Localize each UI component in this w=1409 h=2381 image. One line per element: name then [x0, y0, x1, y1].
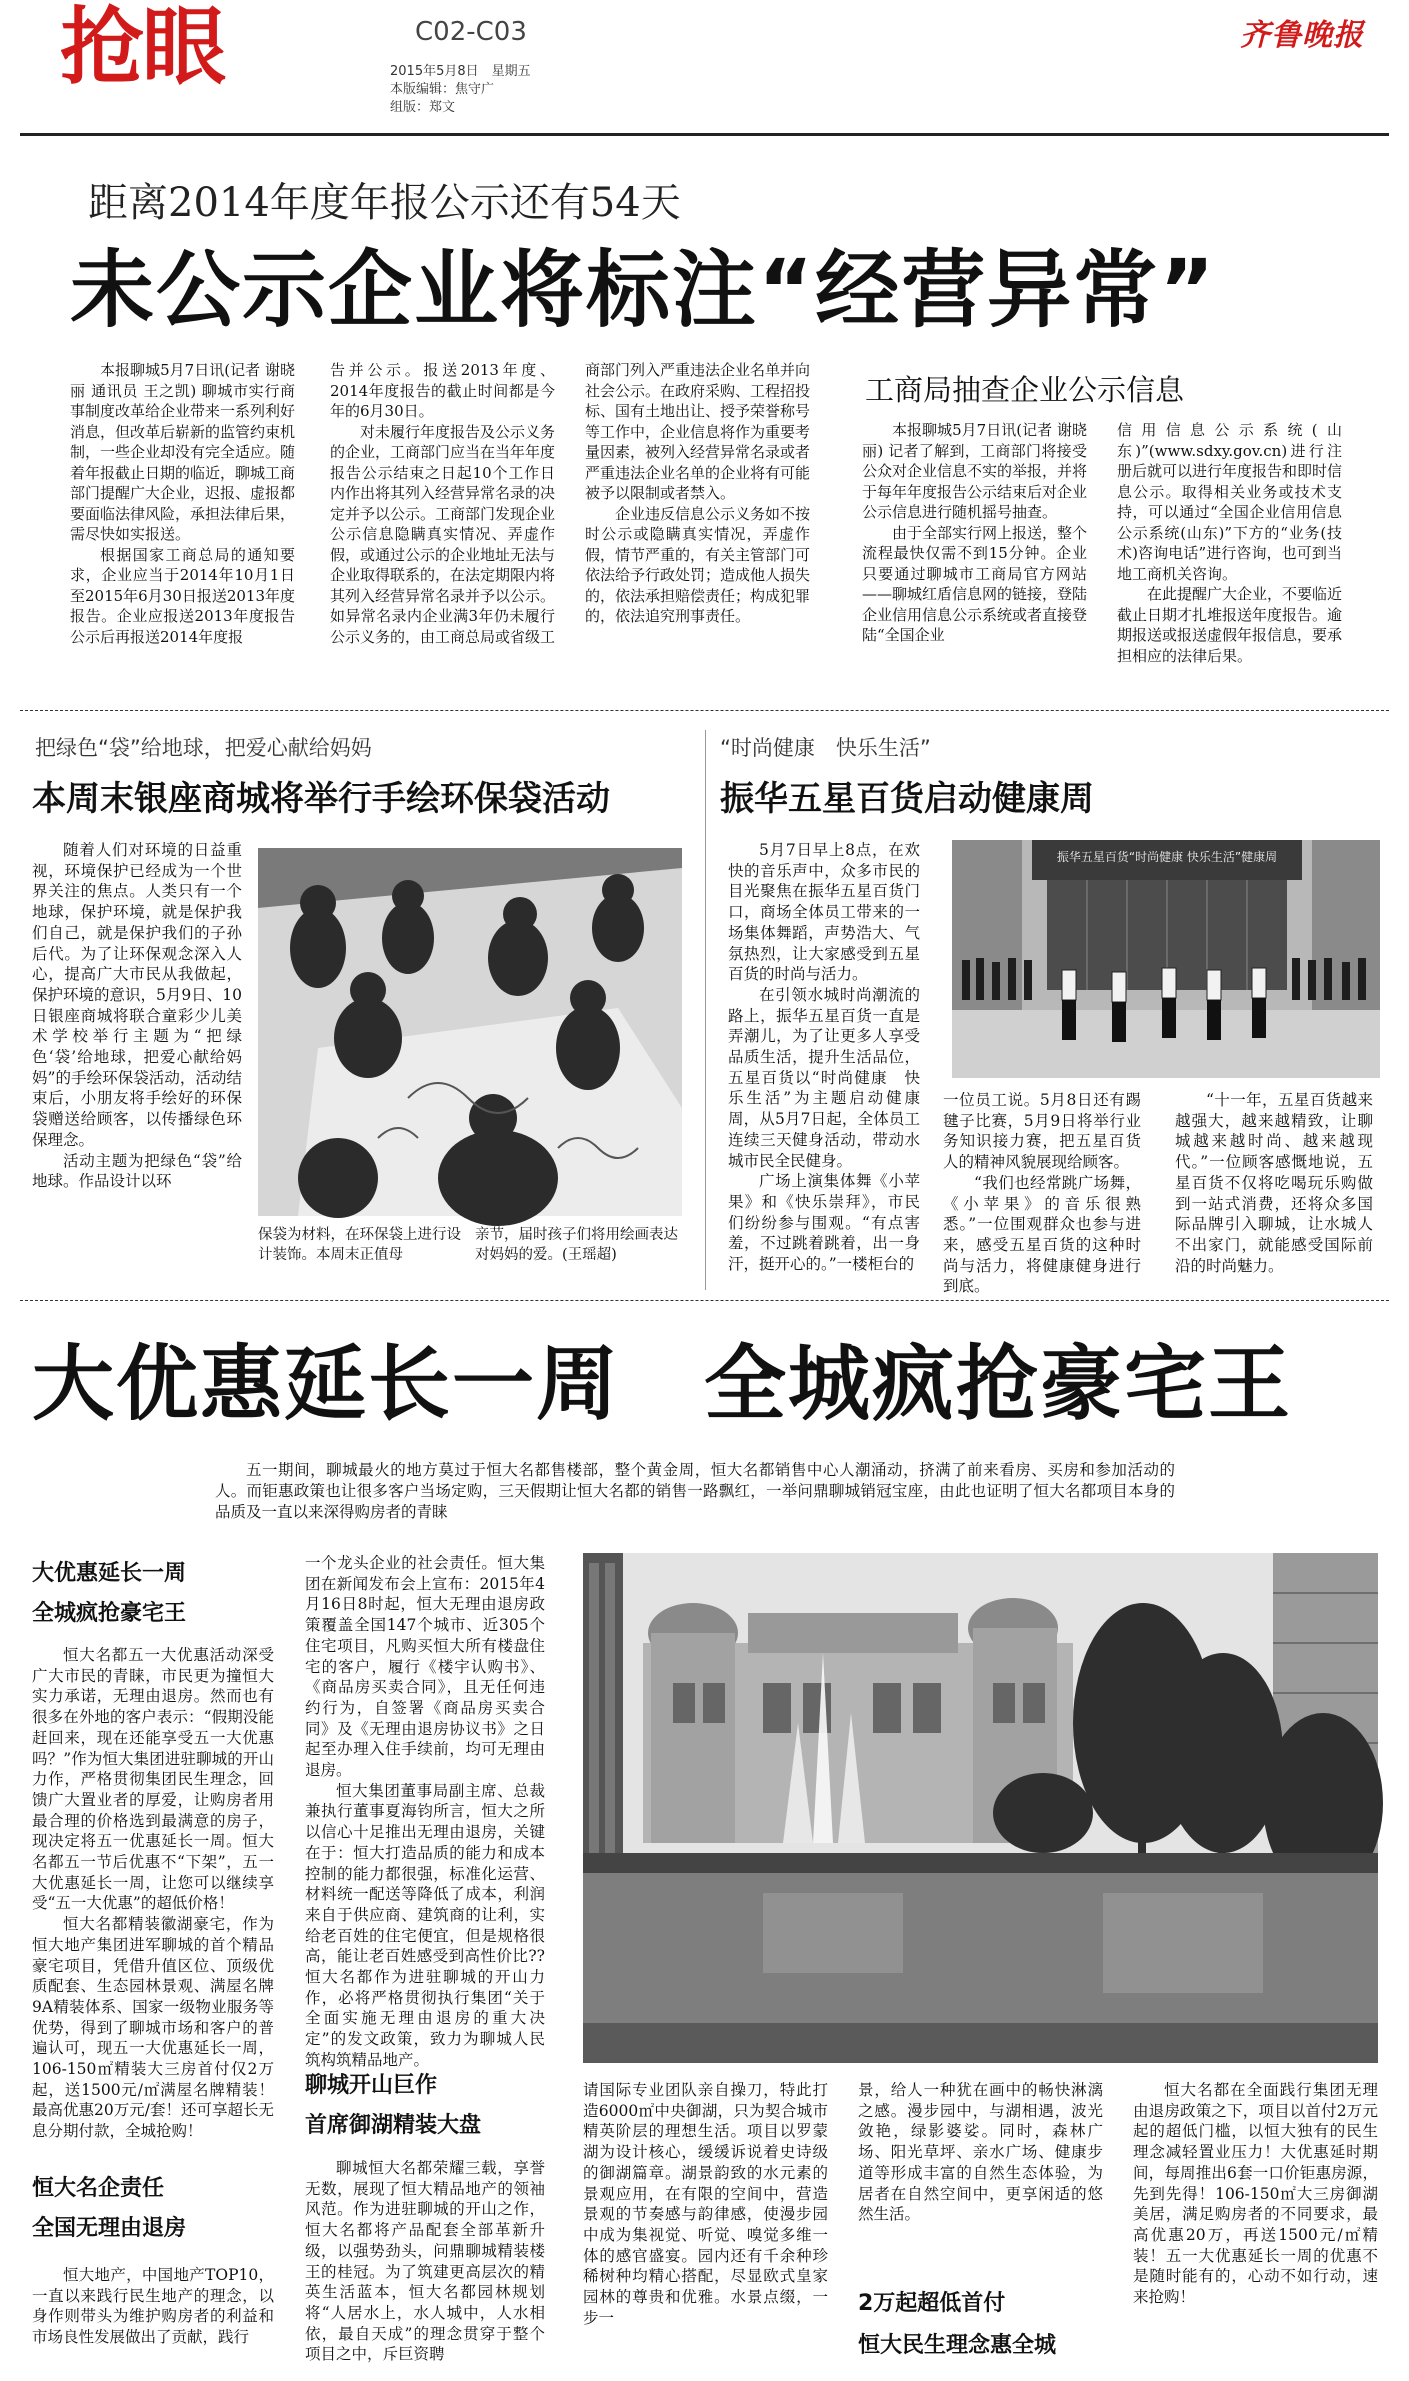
- paragraph: 恒大集团董事局副主席、总裁兼执行董事夏海钧所言，恒大之所以信心十足推出无理由退房，关键在于：恒大打造品质的能力和成本控制的能力都很强，标准化运营、材料统一配送等降低了成本，利润来自于供应商、建筑商的让利，实给老百姓的住宅便宜，但是规格很高，能让老百姓感受到高性价比?? 恒大名都作为进驻聊城的开山力作，必将严格贯彻执行集团“关于全面实施无理由退房的重大决定”的发文政策，致力为聊城人民筑构筑精品地产。: [305, 1781, 545, 2069]
- sidebar-col1: [862, 420, 1087, 685]
- story2-col1: [32, 840, 242, 1285]
- paragraph: 本报聊城5月7日讯(记者 谢晓丽) 记者了解到，工商部门将接受公众对企业信息不实的举报，并将于每年年度报告公示结束后对企业公示信息进行随机摇号抽查。: [862, 421, 1088, 521]
- section-divider: [20, 1300, 1389, 1301]
- story1-col2: [330, 360, 555, 685]
- paragraph: 恒大名都五一大优惠活动深受广大市民的青睐，市民更为撞恒大实力承诺，无理由退房。然而也有很多在外地的客户表示：“假期没能赶回来，现在还能享受五一大优惠吗？”作为恒大集团进驻聊城的开山力作，严格贯彻集团民生理念，回馈广大置业者的厚爱，让购房者用最合理的价格选到最满意的房子，现决定将五一优惠延长一周。恒大名都五一节后优惠不“下架”，五一大优惠延长一周，让您可以继续享受“五一大优惠”的超低价格！: [32, 1646, 274, 1913]
- story4-lead: [215, 1460, 1175, 1530]
- story3-col2: [943, 1090, 1141, 1296]
- paragraph: 对未履行年度报告及公示义务的企业，工商部门应当在当年年度报告公示结束之日起10个工作日内作出将其列入经营异常名录的决定并予以公示。工商部门发现企业公示信息隐瞒真实情况、弄虚作假，或通过公示的企业地址无法与企业取得联系的，在法定期限内将其列入经营异常名录并予以公示。如异常名录内企业满3年仍未履行公示义务的，由工商总局或省级工: [330, 422, 556, 646]
- masthead-editor: 本版编辑：焦守广: [390, 82, 495, 97]
- paragraph: “我们也经常跳广场舞，《小苹果》的音乐很熟悉。”一位围观群众也参与进来，感受五星百货的这种时尚与活力，将健康健身进行到底。: [943, 1173, 1141, 1296]
- photo-store-sign: 振华五星百货“时尚健康 快乐生活”健康周: [1056, 850, 1278, 864]
- photo-store-dance: [952, 840, 1380, 1078]
- masthead-rule: [20, 133, 1389, 136]
- story4-sub4a: 2万起超低首付: [858, 2291, 1006, 2316]
- vertical-divider: [705, 730, 706, 1290]
- story1-headline: 未公示企业将标注“经营异常”: [70, 241, 1217, 339]
- story4-col1b: [32, 2265, 274, 2370]
- paragraph: 5月7日早上8点，在欢快的音乐声中，众多市民的目光聚焦在振华五星百货门口，商场全体员工带来的一场集体舞蹈，声势浩大、气氛热烈，让大家感受到五星百货的时尚与活力。: [728, 841, 920, 984]
- paragraph: 由于全部实行网上报送，整个流程最快仅需不到15分钟。企业只要通过聊城市工商局官方网站——聊城红盾信息网的链接，登陆企业信用信息公示系统或者直接登陆“全国企业: [862, 523, 1088, 644]
- paragraph: 信用信息公示系统(山东)”(www.sdxy.gov.cn)进行注册后就可以进行年度报告和即时信息公示。取得相关业务或技术支持，可以通过“全国企业信用信息公示系统(山东)”下方的“业务(技术)咨询电话”进行咨询，也可到当地工商机关咨询。: [1117, 421, 1343, 583]
- story1-col1: [70, 360, 295, 685]
- story4-col2b: [305, 2158, 545, 2370]
- story4-headline: 大优惠延长一周 全城疯抢豪宅王: [32, 1337, 1293, 1432]
- paragraph: 景，给人一种犹在画中的畅快淋漓之感。漫步园中，与湖相遇，波光敛艳，绿影婆娑。同时，森林广场、阳光草坪、亲水广场、健康步道等形成丰富的自然生态体验，为居者在自然空间中，更享闲适的悠然生活。: [858, 2081, 1103, 2224]
- paragraph: 活动主题为把绿色“袋”给地球。作品设计以环: [32, 1151, 242, 1191]
- paragraph: 请国际专业团队亲自操刀，特此打造6000㎡中央御湖，只为契合城市精英阶层的理想生活。项目以罗蒙湖为设计核心，缓缓诉说着史诗级的御湖篇章。湖景韵致的水元素的景观应用，在有限的空间中，营造景观的节奏感与韵律感，使漫步园中成为集视觉、听觉、嗅觉多维一体的感官盛宴。园内还有千余种珍稀树种均精心搭配，尽显欧式皇家园林的尊贵和优雅。水景点缀，一步一: [583, 2081, 828, 2327]
- story4-sub3b: 首席御湖精装大盘: [305, 2113, 482, 2138]
- paragraph: 一位员工说。5月8日还有踢毽子比赛，5月9日将举行业务知识接力赛，把五星百货人的精神风貌展现给顾客。: [943, 1091, 1141, 1172]
- paragraph: 恒大地产，中国地产TOP10，一直以来践行民生地产的理念，以身作则带头为维护购房者的利益和市场良性发展做出了贡献，践行: [32, 2266, 274, 2347]
- paragraph: 广场上演集体舞《小苹果》和《快乐崇拜》，市民们纷纷参与围观。“有点害羞，不过跳着跳着，出一身汗，挺开心的。”一楼柜台的: [728, 1172, 920, 1274]
- story1-kicker: 距离2014年度年报公示还有54天: [88, 180, 681, 226]
- story4-sub2b: 全国无理由退房: [32, 2216, 187, 2241]
- newspaper-logo: 齐鲁晚报: [1240, 18, 1364, 53]
- story4-col3: [583, 2080, 828, 2370]
- section-divider: [20, 710, 1389, 711]
- story2-headline: 本周末银座商城将举行手绘环保袋活动: [32, 779, 610, 819]
- story4-col4: [858, 2080, 1103, 2280]
- sidebar-col2: [1117, 420, 1342, 685]
- story3-kicker: “时尚健康 快乐生活”: [720, 736, 931, 760]
- paragraph: 企业违反信息公示义务如不按时公示或隐瞒真实情况，弄虚作假，情节严重的，有关主管部门可依法给予行政处罚；造成他人损失的，依法承担赔偿责任；构成犯罪的，依法追究刑事责任。: [585, 504, 811, 625]
- paragraph: 恒大名都精装徽湖豪宅，作为恒大地产集团进军聊城的首个精品豪宅项目，凭借升值区位、顶级优质配套、生态园林景观、满屋名牌9A精装体系、国家一级物业服务等优势，得到了聊城市场和客户的普遍认可，现五一大优惠延长一周，106-150㎡精装大三房首付仅2万起，送1500元/㎡满屋名牌精装！最高优惠20万元/套！还可享超长无息分期付款，全城抢购！: [32, 1915, 274, 2141]
- paragraph: 本报聊城5月7日讯(记者 谢晓丽 通讯员 王之凯) 聊城市实行商事制度改革给企业带来一系列利好消息，但改革后崭新的监管约束机制，一些企业却没有完全适应。随着年报截止日期的临近，聊城工商部门提醒广大企业，迟报、虚报都要面临法律风险，承担法律后果，需尽快如实报送。: [70, 361, 296, 543]
- story4-sub3a: 聊城开山巨作: [305, 2073, 438, 2098]
- paragraph: 告并公示。报送2013年度、2014年度报告的截止时间都是今年的6月30日。: [330, 361, 555, 420]
- paragraph: 随着人们对环境的日益重视，环境保护已经成为一个世界关注的焦点。人类只有一个地球，保护环境，就是保护我们自己，就是保护我们的子孙后代。为了让环保观念深入人心，提高广大市民从我做起，保护环境的意识，5月9日、10日银座商城将联合童彩少儿美术学校举行主题为“把绿色‘袋’给地球，把爱心献给妈妈”的手绘环保袋活动，活动结束后，小朋友将手绘好的环保袋赠送给顾客，以传播绿色环保理念。: [32, 841, 242, 1149]
- paragraph: 根据国家工商总局的通知要求，企业应当于2014年10月1日至2015年6月30日报送2013年度报告。企业应报送2013年度报告公示后再报送2014年度报: [70, 545, 295, 646]
- masthead-pages: C02-C03: [415, 17, 527, 47]
- paragraph: “十一年，五星百货越来越强大，越来越精致，让聊城越来越时尚、越来越现代。”一位顾客感慨地说，五星百货不仅将吃喝玩乐购做到一站式消费，还将众多国际品牌引入聊城，让水城人不出家门，就能感受国际前沿的时尚魅力。: [1175, 1091, 1373, 1275]
- story3-headline: 振华五星百货启动健康周: [720, 779, 1094, 819]
- story4-sub1b: 全城疯抢豪宅王: [32, 1601, 187, 1626]
- story4-col5: [1133, 2080, 1378, 2370]
- photo-evergrande-garden: [583, 1553, 1378, 2063]
- story4-sub4b: 恒大民生理念惠全城: [858, 2333, 1057, 2358]
- paragraph: 在引领水城时尚潮流的路上，振华五星百货一直是弄潮儿，为了让更多人享受品质生活，提升生活品位，五星百货以“时尚健康 快乐生活”为主题启动健康周，从5月7日起，全体员工连续三天健身活动，带动水城市民全民健身。: [728, 985, 920, 1170]
- story4-sub1a: 大优惠延长一周: [32, 1561, 187, 1586]
- story3-col3: [1175, 1090, 1373, 1285]
- paragraph: 在此提醒广大企业，不要临近截止日期才扎堆报送年度报告。逾期报送或报送虚假年报信息，要承担相应的法律后果。: [1117, 585, 1343, 665]
- story3-col1: [728, 840, 920, 1285]
- masthead-brand: 抢眼: [60, 0, 225, 96]
- story1-col3: [585, 360, 810, 685]
- paragraph: 恒大名都在全面践行集团无理由退房政策之下，项目以首付2万元起的超低门槛，以恒大独有的民生理念减轻置业压力！大优惠延时期间，每周推出6套一口价钜惠房源，先到先得！106-150㎡大三房御湖美居，满足购房者的不同要求，最高优惠20万，再送1500元/㎡精装！五一大优惠延长一周的优惠不是随时能有的，心动不如行动，速来抢购！: [1133, 2081, 1378, 2307]
- sidebar-title: 工商局抽查企业公示信息: [865, 373, 1185, 407]
- paragraph: 一个龙头企业的社会责任。恒大集团在新闻发布会上宣布：2015年4月16日8时起，恒大无理由退房政策覆盖全国147个城市、近305个住宅项目，凡购买恒大所有楼盘住宅的客户，履行《楼宇认购书》、《商品房买卖合同》，且无任何违约行为，自签署《商品房买卖合同》及《无理由退房协议书》之日起至办理入住手续前，均可无理由退房。: [305, 1554, 545, 1780]
- story2-caption-2: 亲节，届时孩子们将用绘画表达对妈妈的爱。(王瑶超): [475, 1227, 678, 1263]
- story4-col1a: [32, 1645, 274, 2160]
- story4-sub2a: 恒大名企责任: [32, 2176, 165, 2201]
- story2-caption-1: 保袋为材料，在环保袋上进行设计装饰。本周末正值母: [258, 1227, 461, 1263]
- photo-children-drawing: [258, 848, 682, 1216]
- masthead-date: 2015年5月8日 星期五: [390, 64, 531, 79]
- story2-kicker: 把绿色“袋”给地球，把爱心献给妈妈: [35, 736, 372, 760]
- paragraph: 五一期间，聊城最火的地方莫过于恒大名都售楼部，整个黄金周，恒大名都销售中心人潮涌动，挤满了前来看房、买房和参加活动的人。而钜惠政策也让很多客户当场定购，三天假期让恒大名都的销售一路飘红，一举问鼎聊城销冠宝座，由此也证明了恒大名都项目本身的品质及一直以来深得购房者的青睐: [215, 1461, 1175, 1521]
- paragraph: 聊城恒大名都荣耀三载，享誉无数，展现了恒大精品地产的领袖风范。作为进驻聊城的开山之作，恒大名都将产品配套全部革新升级，以强势劲头，问鼎聊城精装楼王的桂冠。为了筑建更高层次的精英生活蓝本，恒大名都园林规划将“人居水上，水人城中，人水相依，最自天成”的理念贯穿于整个项目之中，斥巨资聘: [305, 2159, 545, 2364]
- masthead-designer: 组版：郑文: [390, 100, 456, 115]
- paragraph: 商部门列入严重违法企业名单并向社会公示。在政府采购、工程招投标、国有土地出让、授予荣誉称号等工作中，企业信息将作为重要考量因素，被列入经营异常名录或者严重违法企业名单的企业将有可能被予以限制或者禁入。: [585, 361, 811, 502]
- story4-col2a: [305, 1553, 545, 2069]
